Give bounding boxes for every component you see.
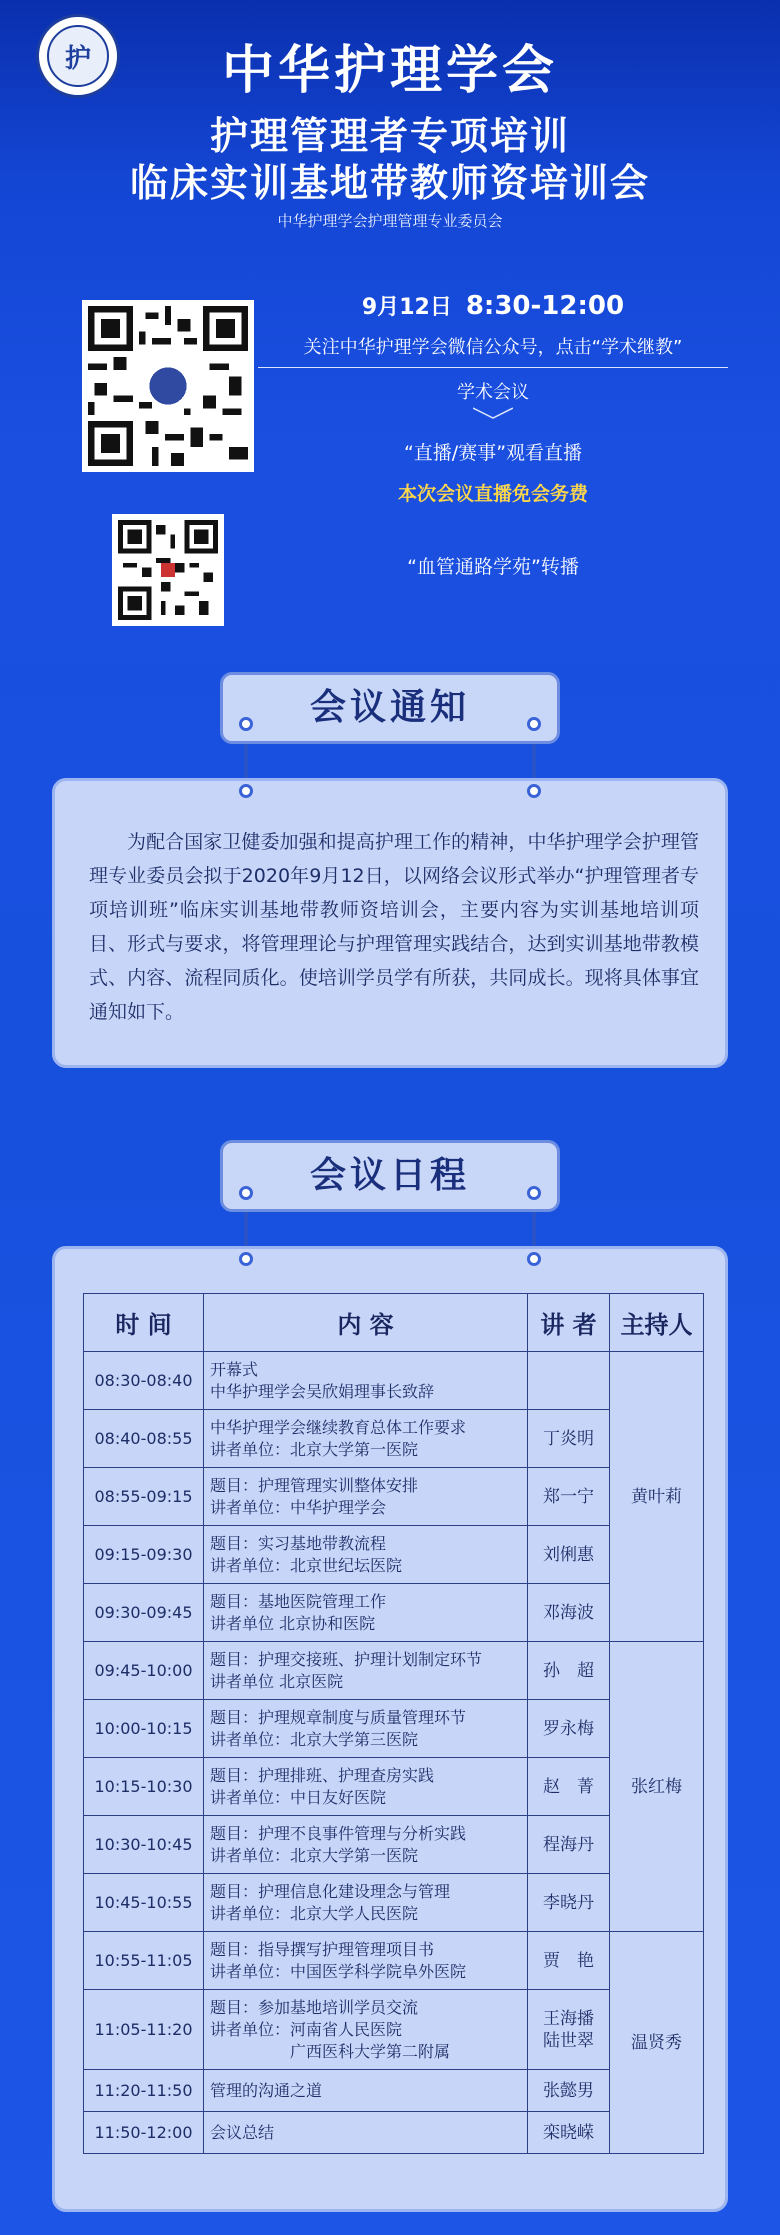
time-cell: 11:20-11:50 (84, 2070, 204, 2112)
time-cell: 08:40-08:55 (84, 1410, 204, 1468)
speaker-cell: 刘俐惠 (528, 1526, 610, 1584)
content-cell (204, 1932, 528, 1990)
meeting-date: 9月12日 (361, 295, 452, 320)
free-fee-note: 本次会议直播免会务费 (397, 483, 588, 505)
notice-title: 会议通知 (220, 672, 560, 744)
content-cell (204, 1990, 528, 2070)
speaker-cell: 邓海波 (528, 1584, 610, 1642)
time-cell: 08:55-09:15 (84, 1468, 204, 1526)
schedule-table (83, 1293, 704, 2154)
speaker-cell: 栾晓嵘 (528, 2112, 610, 2154)
host-cell: 黄叶莉 (610, 1352, 704, 1642)
live-watch-step: “直播/赛事”观看直播 (403, 442, 583, 464)
connector-dot (239, 784, 253, 798)
connector-dot (239, 1186, 253, 1200)
academic-meeting-step: 学术会议 (457, 382, 529, 403)
header (0, 0, 780, 250)
time-cell: 09:15-09:30 (84, 1526, 204, 1584)
content-line: 题目：基地医院管理工作 (210, 1591, 387, 1611)
content-line: 讲者单位 北京医院 (210, 1671, 344, 1691)
connector-dot (527, 784, 541, 798)
time-cell: 10:55-11:05 (84, 1932, 204, 1990)
content-line: 中华护理学会继续教育总体工作要求 (210, 1417, 467, 1437)
table-row (84, 1932, 704, 1990)
content-line: 讲者单位：北京大学第三医院 (210, 1729, 419, 1749)
column-header-host: 主持人 (610, 1294, 704, 1352)
connector-dot (239, 717, 253, 731)
live-info (258, 290, 728, 506)
speaker-cell: 程海丹 (528, 1816, 610, 1874)
relay-qr-code (112, 514, 224, 626)
content-line: 讲者单位：北京大学第一医院 (210, 1439, 419, 1459)
title-line-1: 护理管理者专项培训 (209, 114, 570, 158)
speaker-cell: 郑一宁 (528, 1468, 610, 1526)
relay-note: “血管通路学苑”转播 (407, 556, 579, 578)
content-line: 讲者单位 北京协和医院 (210, 1613, 376, 1633)
speaker-name: 王海播 (543, 2008, 594, 2029)
title-line-2: 临床实训基地带教师资培训会 (129, 161, 650, 205)
content-cell (204, 1410, 528, 1468)
content-cell (204, 1758, 528, 1816)
content-cell: 管理的沟通之道 (204, 2070, 528, 2112)
time-cell: 11:50-12:00 (84, 2112, 204, 2154)
content-cell: 会议总结 (204, 2112, 528, 2154)
host-cell: 张红梅 (610, 1642, 704, 1932)
notice-box (52, 778, 728, 1068)
time-cell: 08:30-08:40 (84, 1352, 204, 1410)
content-cell (204, 1526, 528, 1584)
committee-name: 中华护理学会护理管理专业委员会 (277, 212, 503, 230)
wechat-qr-code (82, 300, 254, 472)
content-line: 中华护理学会吴欣娟理事长致辞 (210, 1381, 435, 1401)
content-line: 题目：指导撰写护理管理项目书 (210, 1939, 435, 1959)
column-header-speaker: 讲 者 (528, 1294, 610, 1352)
org-name: 中华护理学会 (221, 41, 558, 101)
content-line: 讲者单位：中华护理学会 (210, 1497, 387, 1517)
host-cell: 温贤秀 (610, 1932, 704, 2154)
content-line: 讲者单位：中国医学科学院阜外医院 (210, 1961, 467, 1981)
content-line: 题目：实习基地带教流程 (210, 1533, 387, 1553)
content-cell (204, 1874, 528, 1932)
content-cell (204, 1584, 528, 1642)
content-line: 讲者单位：北京世纪坛医院 (210, 1555, 403, 1575)
content-line: 广西医科大学第二附属 (210, 2041, 451, 2061)
schedule-title: 会议日程 (220, 1140, 560, 1212)
content-line: 讲者单位：北京大学第一医院 (210, 1845, 419, 1865)
column-header-time: 时 间 (84, 1294, 204, 1352)
time-cell: 10:30-10:45 (84, 1816, 204, 1874)
content-cell (204, 1352, 528, 1410)
follow-instruction: 关注中华护理学会微信公众号，点击“学术继教” (258, 333, 728, 368)
time-cell: 10:45-10:55 (84, 1874, 204, 1932)
content-line: 讲者单位：中日友好医院 (210, 1787, 387, 1807)
speaker-cell (528, 1352, 610, 1410)
time-cell: 11:05-11:20 (84, 1990, 204, 2070)
connector-dot (239, 1252, 253, 1266)
logo-emblem: 护 (47, 25, 109, 87)
connector-dot (527, 1252, 541, 1266)
column-header-content: 内 容 (204, 1294, 528, 1352)
content-line: 题目：护理排班、护理查房实践 (210, 1765, 435, 1785)
content-cell (204, 1816, 528, 1874)
connector-dot (527, 717, 541, 731)
content-cell (204, 1468, 528, 1526)
content-line: 开幕式 (210, 1359, 259, 1379)
content-cell (204, 1700, 528, 1758)
time-cell: 10:15-10:30 (84, 1758, 204, 1816)
time-cell: 09:45-10:00 (84, 1642, 204, 1700)
speaker-cell: 张懿男 (528, 2070, 610, 2112)
time-cell: 09:30-09:45 (84, 1584, 204, 1642)
content-line: 题目：护理信息化建设理念与管理 (210, 1881, 451, 1901)
speaker-cell (528, 1990, 610, 2070)
content-line: 题目：护理规章制度与质量管理环节 (210, 1707, 467, 1727)
speaker-cell: 罗永梅 (528, 1700, 610, 1758)
meeting-time: 8:30-12:00 (465, 291, 625, 321)
content-line: 讲者单位：河南省人民医院 (210, 2019, 403, 2039)
content-line: 题目：参加基地培训学员交流 (210, 1997, 419, 2017)
content-line: 讲者单位：北京大学人民医院 (210, 1903, 419, 1923)
meeting-datetime (258, 290, 728, 321)
speaker-cell: 赵 菁 (528, 1758, 610, 1816)
content-line: 题目：护理管理实训整体安排 (210, 1475, 419, 1495)
content-line: 题目：护理不良事件管理与分析实践 (210, 1823, 467, 1843)
table-row (84, 1352, 704, 1410)
notice-text: 为配合国家卫健委加强和提高护理工作的精神，中华护理学会护理管理专业委员会拟于2020年9月12日，以网络会议形式举办“护理管理者专项培训班”临床实训基地带教师资培训会，主要内容为实训基地培训项目、形式与要求，将管理理论与护理管理实践结合，达到实训基地带教模式、内容、流程同质化。使培训学员学有所获，共同成长。现将具体事宜通知如下。 (89, 831, 699, 1023)
speaker-cell: 李晓丹 (528, 1874, 610, 1932)
speaker-cell: 贾 艳 (528, 1932, 610, 1990)
table-row (84, 1642, 704, 1700)
content-line: 题目：护理交接班、护理计划制定环节 (210, 1649, 483, 1669)
speaker-cell: 丁炎明 (528, 1410, 610, 1468)
content-cell (204, 1642, 528, 1700)
schedule-box (52, 1246, 728, 2212)
chevron-down-icon (473, 406, 513, 420)
time-cell: 10:00-10:15 (84, 1700, 204, 1758)
connector-dot (527, 1186, 541, 1200)
speaker-name: 陆世翠 (543, 2030, 594, 2051)
speaker-cell: 孙 超 (528, 1642, 610, 1700)
